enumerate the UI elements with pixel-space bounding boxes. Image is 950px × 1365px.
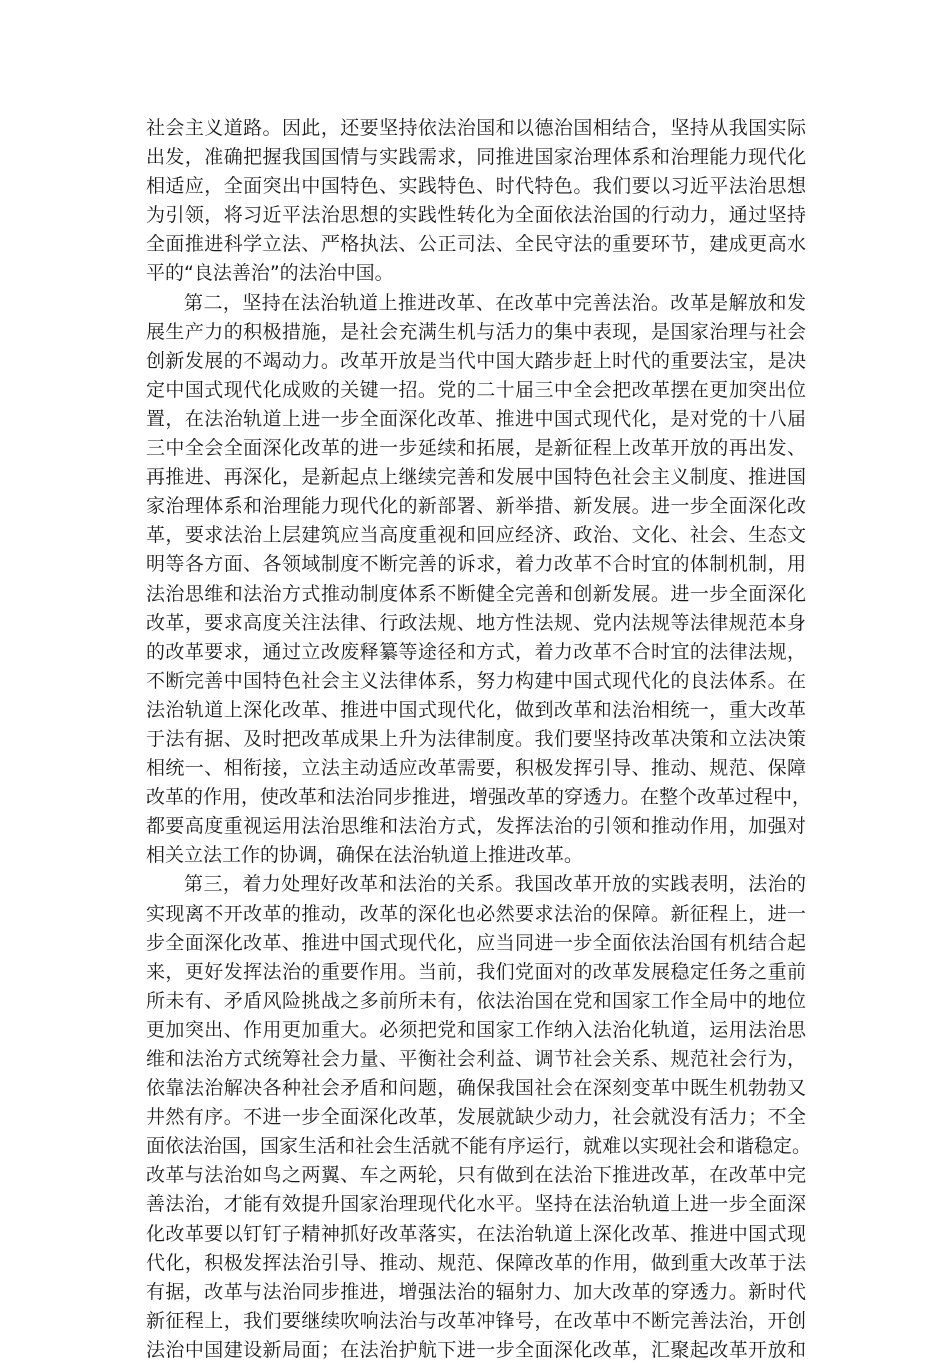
- text-line: 善法治，才能有效提升国家治理现代化水平。坚持在法治轨道上进一步全面深: [146, 1193, 806, 1216]
- text-line: 相关立法工作的协调，确保在法治轨道上推进改革。: [146, 844, 584, 867]
- text-line: 置，在法治轨道上进一步全面深化改革、推进中国式现代化，是对党的十八届: [146, 407, 806, 430]
- text-line: 定中国式现代化成败的关键一招。党的二十届三中全会把改革摆在更加突出位: [146, 378, 806, 401]
- text-line: 所未有、矛盾风险挑战之多前所未有，依法治国在党和国家工作全局中的地位: [146, 989, 806, 1012]
- text-line: 第三，着力处理好改革和法治的关系。我国改革开放的实践表明，法治的: [184, 873, 806, 896]
- text-line: 改革，要求高度关注法律、行政法规、地方性法规、党内法规等法律规范本身: [146, 611, 806, 634]
- text-line: 为引领，将习近平法治思想的实践性转化为全面依法治国的行动力，通过坚持: [146, 204, 806, 227]
- text-line: 实现离不开改革的推动，改革的深化也必然要求法治的保障。新征程上，进一: [146, 902, 806, 925]
- text-line: 革，要求法治上层建筑应当高度重视和回应经济、政治、文化、社会、生态文: [146, 524, 806, 547]
- text-line: 明等各方面、各领域制度不断完善的诉求，着力改革不合时宜的体制机制，用: [146, 553, 806, 576]
- text-line: 不断完善中国特色社会主义法律体系，努力构建中国式现代化的良法体系。在: [146, 669, 806, 692]
- text-line: 第二，坚持在法治轨道上推进改革、在改革中完善法治。改革是解放和发: [184, 291, 806, 314]
- text-line: 面依法治国，国家生活和社会生活就不能有序运行，就难以实现社会和谐稳定。: [146, 1135, 812, 1158]
- text-line: 改革与法治如鸟之两翼、车之两轮，只有做到在法治下推进改革，在改革中完: [146, 1164, 806, 1187]
- text-line: 再推进、再深化，是新起点上继续完善和发展中国特色社会主义制度、推进国: [146, 466, 806, 489]
- paragraph: [146, 114, 806, 289]
- text-line: 维和法治方式统筹社会力量、平衡社会利益、调节社会关系、规范社会行为，: [146, 1048, 806, 1070]
- text-line: 平的“良法善治”的法治中国。: [146, 262, 394, 285]
- text-line: 化改革要以钉钉子精神抓好改革落实，在法治轨道上深化改革、推进中国式现: [146, 1222, 806, 1245]
- text-line: 来，更好发挥法治的重要作用。当前，我们党面对的改革发展稳定任务之重前: [146, 960, 806, 983]
- text-line: 相统一、相衔接，立法主动适应改革需要，积极发挥引导、推动、规范、保障: [146, 757, 806, 780]
- text-line: 井然有序。不进一步全面深化改革，发展就缺少动力，社会就没有活力；不全: [146, 1106, 806, 1129]
- text-line: 社会主义道路。因此，还要坚持依法治国和以德治国相结合，坚持从我国实际: [146, 117, 806, 139]
- text-line: 展生产力的积极措施，是社会充满生机与活力的集中表现，是国家治理与社会: [146, 320, 806, 343]
- text-line: 代化，积极发挥法治引导、推动、规范、保障改革的作用，做到重大改革于法: [146, 1251, 806, 1274]
- text-line: 出发，准确把握我国国情与实践需求，同推进国家治理体系和治理能力现代化: [146, 146, 806, 169]
- text-line: 更加突出、作用更加重大。必须把党和国家工作纳入法治化轨道，运用法治思: [146, 1018, 806, 1041]
- text-line: 全面推进科学立法、严格执法、公正司法、全民守法的重要环节，建成更高水: [146, 233, 806, 256]
- text-line: 法治轨道上深化改革、推进中国式现代化，做到改革和法治相统一，重大改革: [146, 698, 806, 721]
- text-line: 的改革要求，通过立改废释纂等途径和方式，着力改革不合时宜的法律法规，: [146, 640, 806, 663]
- body-text: [146, 114, 812, 1365]
- text-line: 法治中国建设新局面；在法治护航下进一步全面深化改革，汇聚起改革开放和: [146, 1338, 806, 1361]
- paragraph: [146, 870, 812, 1365]
- text-line: 依靠法治解决各种社会矛盾和问题，确保我国社会在深刻变革中既生机勃勃又: [146, 1077, 806, 1100]
- text-line: 步全面深化改革、推进中国式现代化，应当同进一步全面依法治国有机结合起: [146, 931, 806, 954]
- text-line: 家治理体系和治理能力现代化的新部署、新举措、新发展。进一步全面深化改: [146, 495, 806, 518]
- text-line: 有据，改革与法治同步推进，增强法治的辐射力、加大改革的穿透力。新时代: [146, 1280, 806, 1303]
- text-line: 创新发展的不竭动力。改革开放是当代中国大踏步赶上时代的重要法宝，是决: [146, 349, 806, 372]
- text-line: 三中全会全面深化改革的进一步延续和拓展，是新征程上改革开放的再出发、: [146, 437, 806, 460]
- text-line: 相适应，全面突出中国特色、实践特色、时代特色。我们要以习近平法治思想: [146, 175, 806, 198]
- text-line: 都要高度重视运用法治思维和法治方式，发挥法治的引领和推动作用，加强对: [146, 815, 806, 838]
- text-line: 法治思维和法治方式推动制度体系不断健全完善和创新发展。进一步全面深化: [146, 582, 806, 605]
- text-line: 新征程上，我们要继续吹响法治与改革冲锋号，在改革中不断完善法治，开创: [146, 1309, 806, 1332]
- paragraph: [146, 289, 812, 871]
- text-line: 改革的作用，使改革和法治同步推进，增强改革的穿透力。在整个改革过程中，: [146, 786, 812, 809]
- text-line: 于法有据、及时把改革成果上升为法律制度。我们要坚持改革决策和立法决策: [146, 727, 806, 750]
